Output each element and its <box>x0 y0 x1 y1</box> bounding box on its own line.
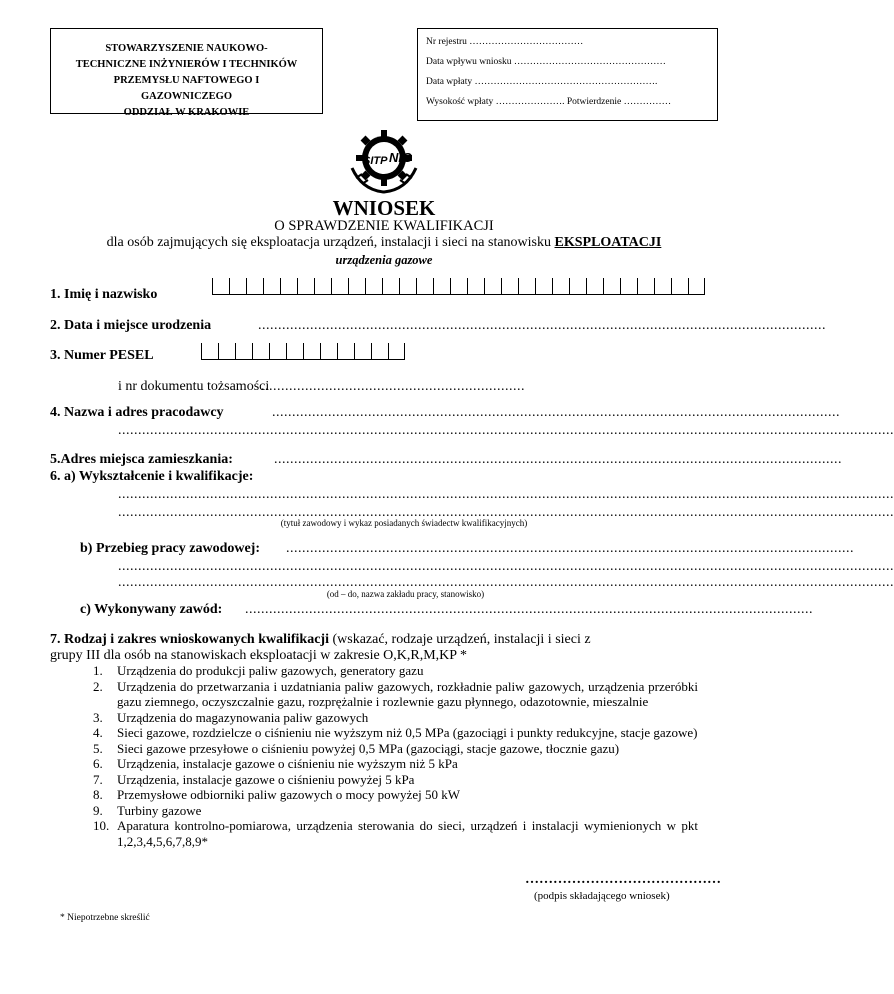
career-input-line[interactable]: .............................................................................................................................................. <box>286 541 854 556</box>
input-cell[interactable] <box>450 278 467 295</box>
input-cell[interactable] <box>354 343 371 360</box>
form-scope <box>0 235 768 251</box>
birth-label: 2. Data i miejsce urodzenia <box>50 318 212 333</box>
list-item-number: 8. <box>93 787 103 802</box>
org-line: PRZEMYSŁU NAFTOWEGO I <box>113 75 260 86</box>
list-item-text: Aparatura kontrolno-pomiarowa, urządzenia sterowania do sieci, urządzeń i instalacji wymienionych w pkt 1,2,3,4,5,6,7,8,9* <box>117 818 698 849</box>
list-item-text: Turbiny gazowe <box>117 802 202 818</box>
form-subtitle: O SPRAWDZENIE KWALIFIKACJI <box>274 218 494 234</box>
career-input-line-2[interactable]: .................................................................................................................................................................................................. <box>118 559 894 574</box>
education-input-line-2[interactable]: .................................................................................................................................................................................................. <box>118 505 894 520</box>
input-cell[interactable] <box>399 278 416 295</box>
input-cell[interactable] <box>269 343 286 360</box>
qualification-list <box>93 663 698 849</box>
list-item <box>93 756 698 772</box>
input-cell[interactable] <box>252 343 269 360</box>
input-cell[interactable] <box>620 278 637 295</box>
list-item <box>93 710 698 726</box>
form-scope-bold: EKSPLOATACJI <box>554 235 662 250</box>
input-cell[interactable] <box>535 278 552 295</box>
footnote: * Niepotrzebne skreślić <box>60 913 150 923</box>
logo-text-left: SITP <box>363 155 388 167</box>
input-cell[interactable] <box>371 343 388 360</box>
career-input-line-3[interactable]: .................................................................................................................................................................................................. <box>118 575 894 590</box>
input-cell[interactable] <box>654 278 671 295</box>
list-item-text: Przemysłowe odbiorniki paliw gazowych o mocy powyżej 50 kW <box>117 787 460 802</box>
input-cell[interactable] <box>671 278 688 295</box>
list-item-text: Sieci gazowe przesyłowe o ciśnieniu powyżej 0,5 MPa (gazociągi, stacje gazowe, tłocznie gazu) <box>117 740 620 756</box>
input-cell[interactable] <box>246 278 263 295</box>
id-document-input-line[interactable]: .................................................................. <box>261 379 525 394</box>
list-item-number: 9. <box>93 802 103 818</box>
input-cell[interactable] <box>586 278 603 295</box>
input-cell[interactable] <box>501 278 518 295</box>
org-line: ODDZIAŁ W KRAKOWIE <box>123 107 250 118</box>
list-item-text: Urządzenia do magazynowania paliw gazowych <box>117 709 369 725</box>
input-cell[interactable] <box>552 278 569 295</box>
input-cell[interactable] <box>382 278 399 295</box>
input-cell[interactable] <box>320 343 337 360</box>
list-item-text: Urządzenia do produkcji paliw gazowych, generatory gazu <box>117 663 424 678</box>
input-cell[interactable] <box>365 278 382 295</box>
input-cell[interactable] <box>229 278 246 295</box>
qualification-heading <box>50 632 591 648</box>
education-note: (tytuł zawodowy i wykaz posiadanych świadectw kwalifikacyjnych) <box>280 518 528 528</box>
list-item-number: 2. <box>93 678 103 694</box>
employer-label: 4. Nazwa i adres pracodawcy <box>50 405 224 420</box>
input-cell[interactable] <box>331 278 348 295</box>
input-cell[interactable] <box>235 343 252 360</box>
list-item-number: 1. <box>93 663 103 678</box>
input-cell[interactable] <box>218 343 235 360</box>
pesel-label: 3. Numer PESEL <box>50 348 154 363</box>
form-title: WNIOSEK <box>332 196 436 220</box>
education-label: 6. a) Wykształcenie i kwalifikacje: <box>50 469 254 484</box>
registry-number: Nr rejestru ……………………………… <box>426 37 584 47</box>
logo-text-right: NiG <box>389 150 413 165</box>
org-line: TECHNICZNE INŻYNIERÓW I TECHNIKÓW <box>75 59 298 70</box>
employer-input-line-2[interactable]: .................................................................................................................................................................................................. <box>118 423 894 438</box>
input-cell[interactable] <box>348 278 365 295</box>
registry-payment-amount: Wysokość wpłaty …………………. Potwierdzenie …………… <box>426 97 672 107</box>
input-cell[interactable] <box>212 278 229 295</box>
career-note: (od – do, nazwa zakładu pracy, stanowisko) <box>326 589 485 599</box>
registry-payment-date: Data wpłaty …………………………………………………. <box>426 77 658 87</box>
list-item <box>93 772 698 788</box>
qualification-heading-rest: (wskazać, rodzaje urządzeń, instalacji i sieci z <box>328 632 591 647</box>
birth-input-line[interactable]: .............................................................................................................................................. <box>258 318 826 333</box>
list-item <box>93 787 698 803</box>
org-line: GAZOWNICZEGO <box>140 91 232 102</box>
organization-box <box>50 28 323 118</box>
list-item-number: 7. <box>93 771 103 787</box>
list-item-text: Urządzenia, instalacje gazowe o ciśnieniu nie wyższym niż 5 kPa <box>117 756 458 771</box>
signature-line[interactable]: …………………………………… <box>525 872 721 887</box>
input-cell[interactable] <box>416 278 433 295</box>
id-document-label: i nr dokumentu tożsamości <box>118 379 270 394</box>
employer-input-line[interactable]: .............................................................................................................................................. <box>272 405 840 420</box>
list-item <box>93 679 698 710</box>
qualification-heading-line2: grupy III dla osób na stanowiskach eksploatacji w zakresie O,K,R,M,KP * <box>50 648 468 663</box>
list-item-text: Sieci gazowe, rozdzielcze o ciśnieniu nie wyższym niż 0,5 MPa (gazociągi i punkty redukcyjne, stacje gazowe) <box>117 725 698 740</box>
pesel-input-cells[interactable] <box>201 343 405 360</box>
input-cell[interactable] <box>388 343 405 360</box>
occupation-label: c) Wykonywany zawód: <box>80 602 223 617</box>
address-label: 5.Adres miejsca zamieszkania: <box>50 452 233 467</box>
input-cell[interactable] <box>637 278 654 295</box>
registry-receipt-date: Data wpływu wniosku ………………………………………… <box>426 57 666 67</box>
registry-box <box>417 28 718 121</box>
input-cell[interactable] <box>280 278 297 295</box>
input-cell[interactable] <box>688 278 705 295</box>
qualification-heading-bold: 7. Rodzaj i zakres wnioskowanych kwalifikacji <box>50 632 329 647</box>
org-line: STOWARZYSZENIE NAUKOWO- <box>105 43 268 54</box>
list-item-number: 6. <box>93 756 103 771</box>
input-cell[interactable] <box>314 278 331 295</box>
input-cell[interactable] <box>603 278 620 295</box>
input-cell[interactable] <box>337 343 354 360</box>
input-cell[interactable] <box>467 278 484 295</box>
input-cell[interactable] <box>433 278 450 295</box>
form-scope-text: dla osób zajmujących się eksploatacja urządzeń, instalacji i sieci na stanowisku <box>106 235 555 250</box>
name-input-cells[interactable] <box>212 278 705 295</box>
address-input-line[interactable]: .............................................................................................................................................. <box>274 452 842 467</box>
input-cell[interactable] <box>263 278 280 295</box>
education-input-line[interactable]: .................................................................................................................................................................................................. <box>118 487 894 502</box>
list-item-number: 10. <box>93 818 110 833</box>
list-item <box>93 663 698 679</box>
form-category: urządzenia gazowe <box>335 253 433 267</box>
input-cell[interactable] <box>484 278 501 295</box>
input-cell[interactable] <box>201 343 218 360</box>
input-cell[interactable] <box>303 343 320 360</box>
occupation-input-line[interactable]: .............................................................................................................................................. <box>245 602 813 617</box>
list-item <box>93 725 698 741</box>
list-item <box>93 803 698 819</box>
list-item-number: 5. <box>93 740 103 756</box>
signature-label: (podpis składającego wniosek) <box>534 890 670 902</box>
list-item-number: 3. <box>93 709 103 725</box>
input-cell[interactable] <box>286 343 303 360</box>
name-label: 1. Imię i nazwisko <box>50 287 158 302</box>
list-item <box>93 741 698 757</box>
list-item-number: 4. <box>93 725 103 740</box>
input-cell[interactable] <box>518 278 535 295</box>
list-item-text: Urządzenia, instalacje gazowe o ciśnieniu powyżej 5 kPa <box>117 771 415 787</box>
sitpnig-logo-icon <box>342 128 426 198</box>
input-cell[interactable] <box>297 278 314 295</box>
career-label: b) Przebieg pracy zawodowej: <box>80 541 261 556</box>
list-item-text: Urządzenia do przetwarzania i uzdatniania paliw gazowych, rozkładnie paliw gazowych, urządzenia przeróbki gazu ziemnego, oczyszczalnie gazu, rozprężalnie i rozlewnie gazu płynnego, odazotownie, mieszalnie <box>117 678 698 709</box>
input-cell[interactable] <box>569 278 586 295</box>
list-item <box>93 818 698 849</box>
